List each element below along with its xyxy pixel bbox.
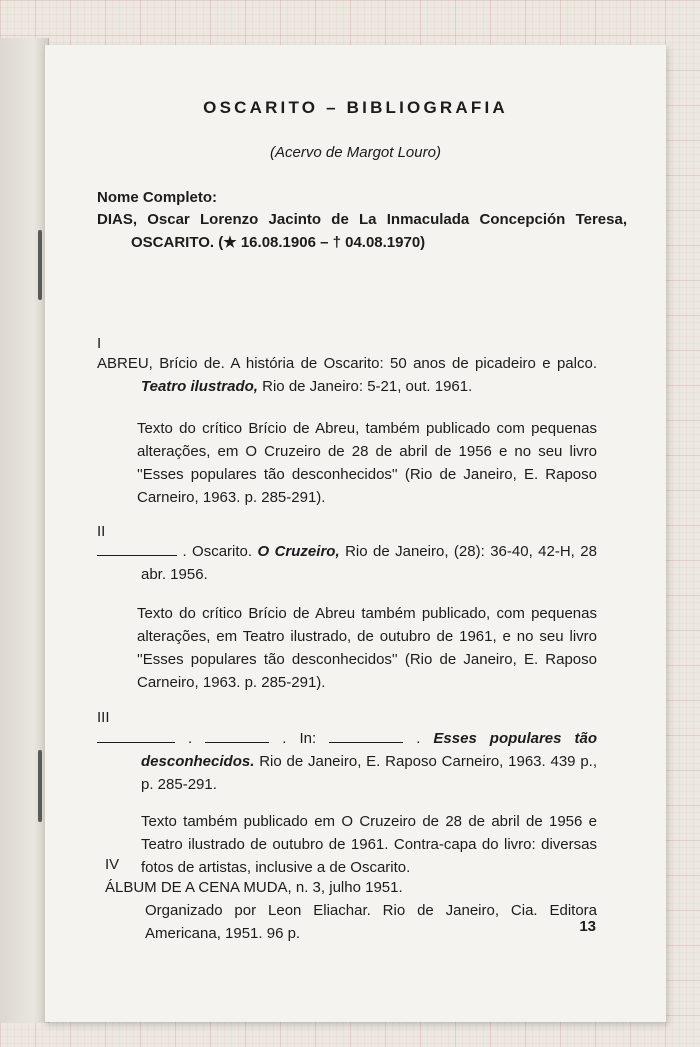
entry-3-title-blank: [205, 728, 269, 743]
entry-numeral-2: II: [97, 523, 106, 540]
entry-1-author: ABREU, Brício de.: [97, 355, 225, 372]
entry-2-note: Texto do crítico Brício de Abreu também publicado, com pequenas alterações, em Teatro ilustrado, de outubro de 1961, e no seu livro ''Esses populares tão desconhecidos'' (Rio de Janeiro, E. Raposo Carneiro, 1963. p. 285-291).: [137, 605, 597, 691]
entry-1: [97, 352, 597, 398]
nome-full-name: DIAS, Oscar Lorenzo Jacinto de La Inmaculada Concepción Teresa, OSCARITO. (★ 16.08.1906 – † 04.08.1970): [97, 211, 627, 251]
entry-4-title: ÁLBUM DE A CENA MUDA, n. 3, julho 1951.: [105, 879, 403, 896]
entry-3-author-blank: [97, 728, 175, 743]
entry-1-periodical: Teatro ilustrado,: [141, 378, 258, 395]
entry-4-details: Organizado por Leon Eliachar. Rio de Janeiro, Cia. Editora Americana, 1951. 96 p.: [145, 902, 597, 942]
staple-bottom: [38, 750, 42, 822]
entry-numeral-1: I: [97, 335, 102, 352]
entry-3-sep1: .: [188, 730, 193, 747]
entry-2: [97, 540, 597, 586]
entry-1-title: A história de Oscarito: 50 anos de picadeiro e palco.: [230, 355, 597, 372]
entry-numeral-4: IV: [105, 856, 120, 873]
entry-3-note: Texto também publicado em O Cruzeiro de 28 de abril de 1956 e Teatro ilustrado de outubro de 1961. Contra-capa do livro: diversas fotos de artistas, inclusive a de Oscarito.: [141, 813, 597, 876]
entry-3-details: Rio de Janeiro, E. Raposo Carneiro, 1963. 439 p., p. 285-291.: [141, 753, 598, 793]
document-page: [44, 45, 666, 1022]
entry-2-periodical: O Cruzeiro,: [257, 543, 340, 560]
nome-label: Nome Completo:: [97, 189, 217, 206]
entry-3: [97, 727, 597, 796]
entry-1-note: Texto do crítico Brício de Abreu, também publicado com pequenas alterações, em O Cruzeiro de 28 de abril de 1956 e no seu livro ''Esses populares tão desconhecidos'' (Rio de Janeiro, E. Raposo Carneiro, 1963. p. 285-291).: [137, 420, 597, 506]
page-subtitle: (Acervo de Margot Louro): [270, 144, 441, 161]
previous-sheet: [0, 38, 49, 1023]
entry-numeral-3: III: [97, 709, 110, 726]
page-title: OSCARITO – BIBLIOGRAFIA: [203, 98, 508, 117]
entry-3-editor-blank: [329, 728, 403, 743]
entry-1-details: Rio de Janeiro: 5-21, out. 1961.: [262, 378, 473, 395]
entry-3-sep3: .: [416, 730, 421, 747]
page-number: 13: [579, 918, 596, 935]
staple-top: [38, 230, 42, 300]
entry-3-sep2: . In:: [282, 730, 317, 747]
entry-2-details: Rio de Janeiro, (28): 36-40, 42-H, 28 abr. 1956.: [141, 543, 597, 583]
entry-3-book: Esses populares tão desconhecidos.: [141, 730, 598, 770]
entry-2-title: . Oscarito.: [182, 543, 253, 560]
entry-2-author-blank: [97, 541, 177, 556]
